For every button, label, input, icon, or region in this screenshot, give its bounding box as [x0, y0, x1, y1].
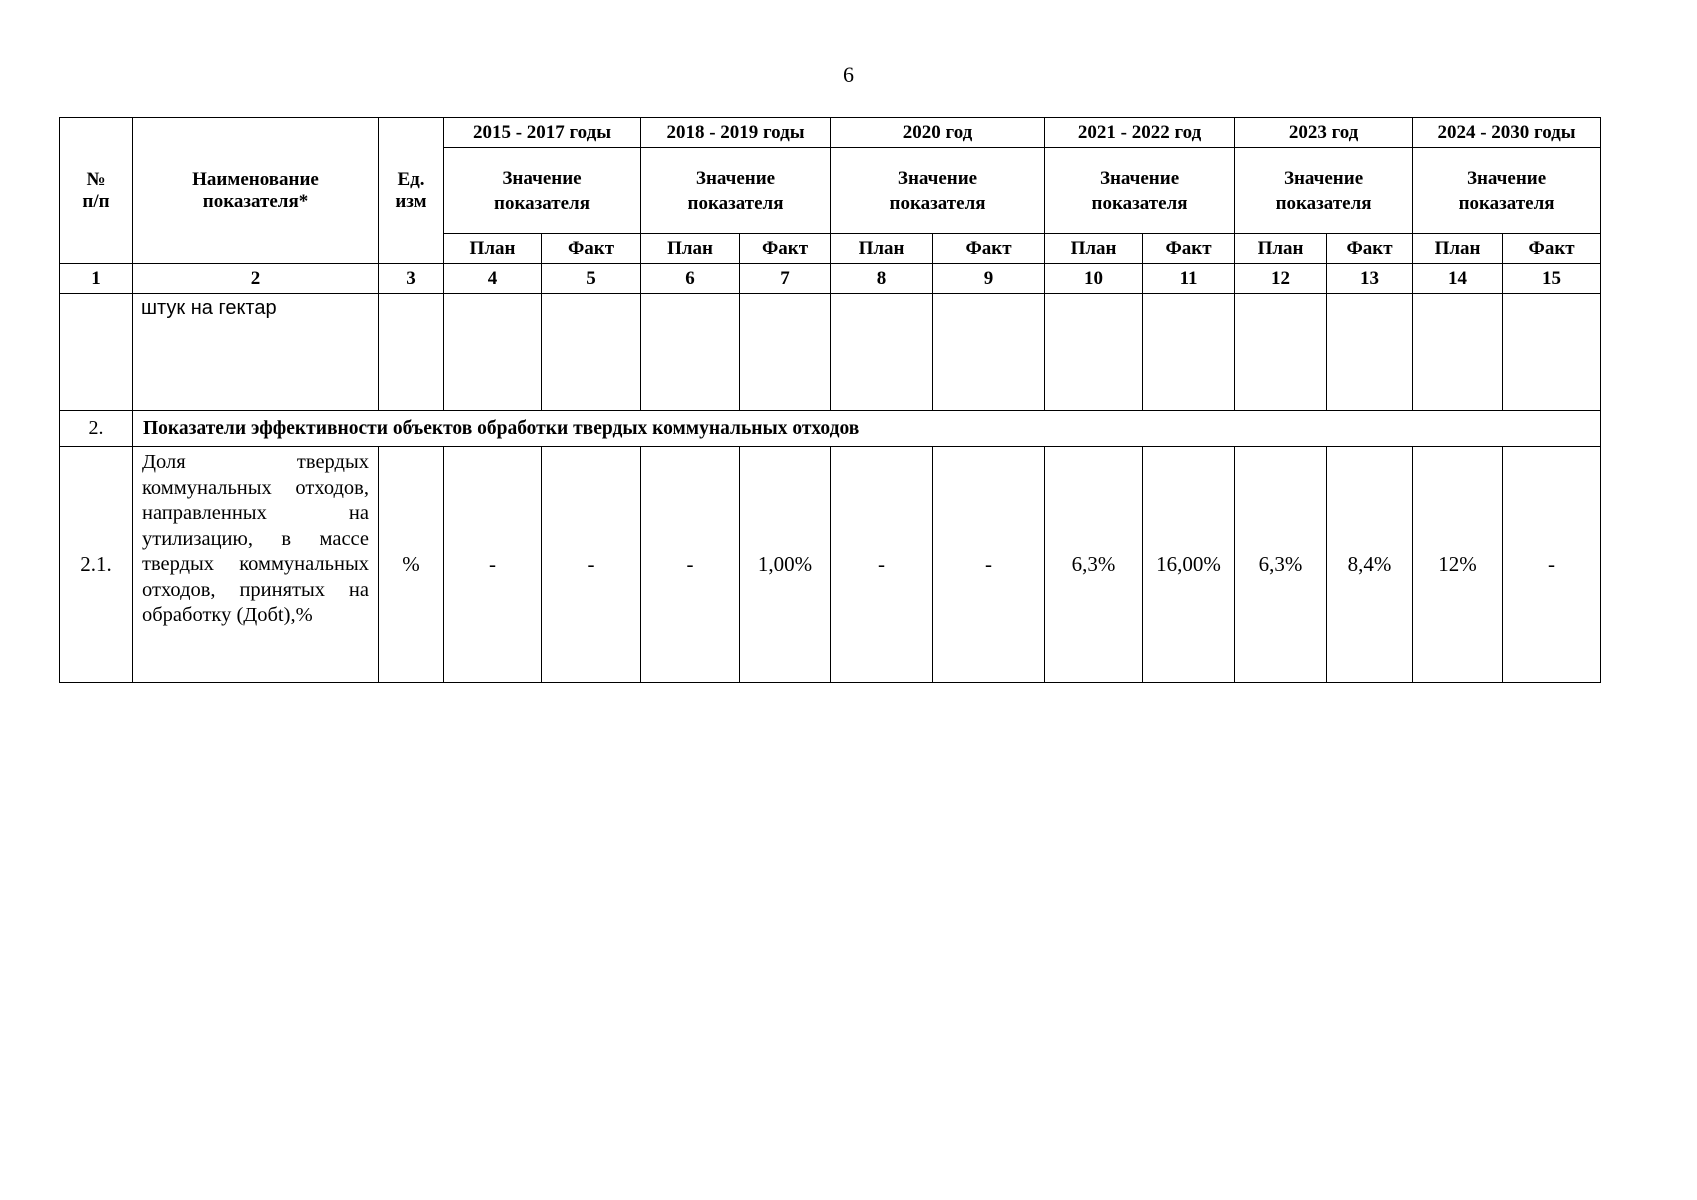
section-number: 2.: [60, 411, 133, 447]
fact-header: Факт: [1327, 234, 1413, 264]
value-cell: -: [933, 447, 1045, 683]
value-header-line1: Значение: [1466, 167, 1547, 189]
header-row-periods: [60, 118, 1601, 148]
page-number: 6: [843, 62, 854, 87]
header-num-cell: [60, 118, 133, 264]
table-cell: [1235, 294, 1327, 411]
indicator-name-continuation: штук на гектар: [133, 294, 379, 411]
period-header: 2018 - 2019 годы: [641, 118, 831, 148]
table-cell: [641, 294, 740, 411]
fact-header: Факт: [740, 234, 831, 264]
column-number: 1: [60, 264, 133, 294]
value-header-line1: Значение: [1099, 167, 1180, 189]
value-header: [641, 148, 831, 234]
table-cell: [60, 294, 133, 411]
column-number: 10: [1045, 264, 1143, 294]
table-cell: [542, 294, 641, 411]
value-header-line2: показателя: [1091, 192, 1188, 214]
column-number: 12: [1235, 264, 1327, 294]
table-cell: [444, 294, 542, 411]
plan-header: План: [1413, 234, 1503, 264]
column-number: 13: [1327, 264, 1413, 294]
table-cell: [831, 294, 933, 411]
value-cell: 6,3%: [1045, 447, 1143, 683]
value-header-line2: показателя: [889, 192, 986, 214]
column-numbers-row: [60, 264, 1601, 294]
value-cell: 8,4%: [1327, 447, 1413, 683]
header-num-line1: №: [86, 168, 106, 190]
value-header-line1: Значение: [897, 167, 978, 189]
plan-header: План: [1045, 234, 1143, 264]
header-name-cell: [133, 118, 379, 264]
column-number: 4: [444, 264, 542, 294]
period-header: 2021 - 2022 год: [1045, 118, 1235, 148]
indicators-table: [59, 117, 1601, 683]
fact-header: Факт: [1503, 234, 1601, 264]
table-cell: [1503, 294, 1601, 411]
period-header: 2024 - 2030 годы: [1413, 118, 1601, 148]
value-cell: -: [542, 447, 641, 683]
value-header-line2: показателя: [494, 192, 590, 214]
table-cell: [1143, 294, 1235, 411]
column-number: 7: [740, 264, 831, 294]
column-number: 11: [1143, 264, 1235, 294]
section-row: [60, 411, 1601, 447]
table-cell: [1327, 294, 1413, 411]
value-header-line1: Значение: [695, 167, 776, 189]
value-header-line1: Значение: [1283, 167, 1364, 189]
value-header: [1413, 148, 1601, 234]
value-cell: -: [831, 447, 933, 683]
header-num-line2: п/п: [82, 190, 110, 212]
value-cell: -: [641, 447, 740, 683]
period-header: 2015 - 2017 годы: [444, 118, 641, 148]
section-title: Показатели эффективности объектов обработки твердых коммунальных отходов: [133, 411, 1601, 447]
value-cell: -: [444, 447, 542, 683]
value-cell: 12%: [1413, 447, 1503, 683]
column-number: 15: [1503, 264, 1601, 294]
value-header: [1235, 148, 1413, 234]
table-cell: [933, 294, 1045, 411]
fact-header: Факт: [1143, 234, 1235, 264]
table-row: [60, 447, 1601, 683]
table-cell: [379, 294, 444, 411]
unit-cell: %: [379, 447, 444, 683]
table-cell: [740, 294, 831, 411]
column-number: 8: [831, 264, 933, 294]
value-header-line2: показателя: [687, 192, 784, 214]
header-name-line2: показателя*: [202, 190, 309, 212]
period-header: 2020 год: [831, 118, 1045, 148]
row-number: 2.1.: [60, 447, 133, 683]
fact-header: Факт: [933, 234, 1045, 264]
plan-header: План: [444, 234, 542, 264]
column-number: 6: [641, 264, 740, 294]
column-number: 14: [1413, 264, 1503, 294]
fact-header: Факт: [542, 234, 641, 264]
value-header: [1045, 148, 1235, 234]
column-number: 3: [379, 264, 444, 294]
period-header: 2023 год: [1235, 118, 1413, 148]
value-cell: -: [1503, 447, 1601, 683]
column-number: 5: [542, 264, 641, 294]
column-number: 9: [933, 264, 1045, 294]
plan-header: План: [641, 234, 740, 264]
value-header-line2: показателя: [1458, 192, 1555, 214]
header-unit-cell: [379, 118, 444, 264]
value-cell: 1,00%: [740, 447, 831, 683]
value-cell: 16,00%: [1143, 447, 1235, 683]
value-cell: 6,3%: [1235, 447, 1327, 683]
column-number: 2: [133, 264, 379, 294]
table-cell: [1413, 294, 1503, 411]
table-cell: [1045, 294, 1143, 411]
header-name-line1: Наименование: [192, 168, 319, 190]
header-unit-line2: изм: [395, 190, 427, 212]
plan-header: План: [1235, 234, 1327, 264]
header-unit-line1: Ед.: [397, 168, 425, 190]
value-header-line2: показателя: [1275, 192, 1372, 214]
continuation-row: [60, 294, 1601, 411]
value-header: [831, 148, 1045, 234]
value-header: [444, 148, 641, 234]
indicator-name: Доля твердых коммунальных отходов, направленных на утилизацию, в массе твердых коммунальных отходов, принятых на обработку (Добt),%: [133, 447, 379, 683]
value-header-line1: Значение: [502, 167, 582, 189]
plan-header: План: [831, 234, 933, 264]
